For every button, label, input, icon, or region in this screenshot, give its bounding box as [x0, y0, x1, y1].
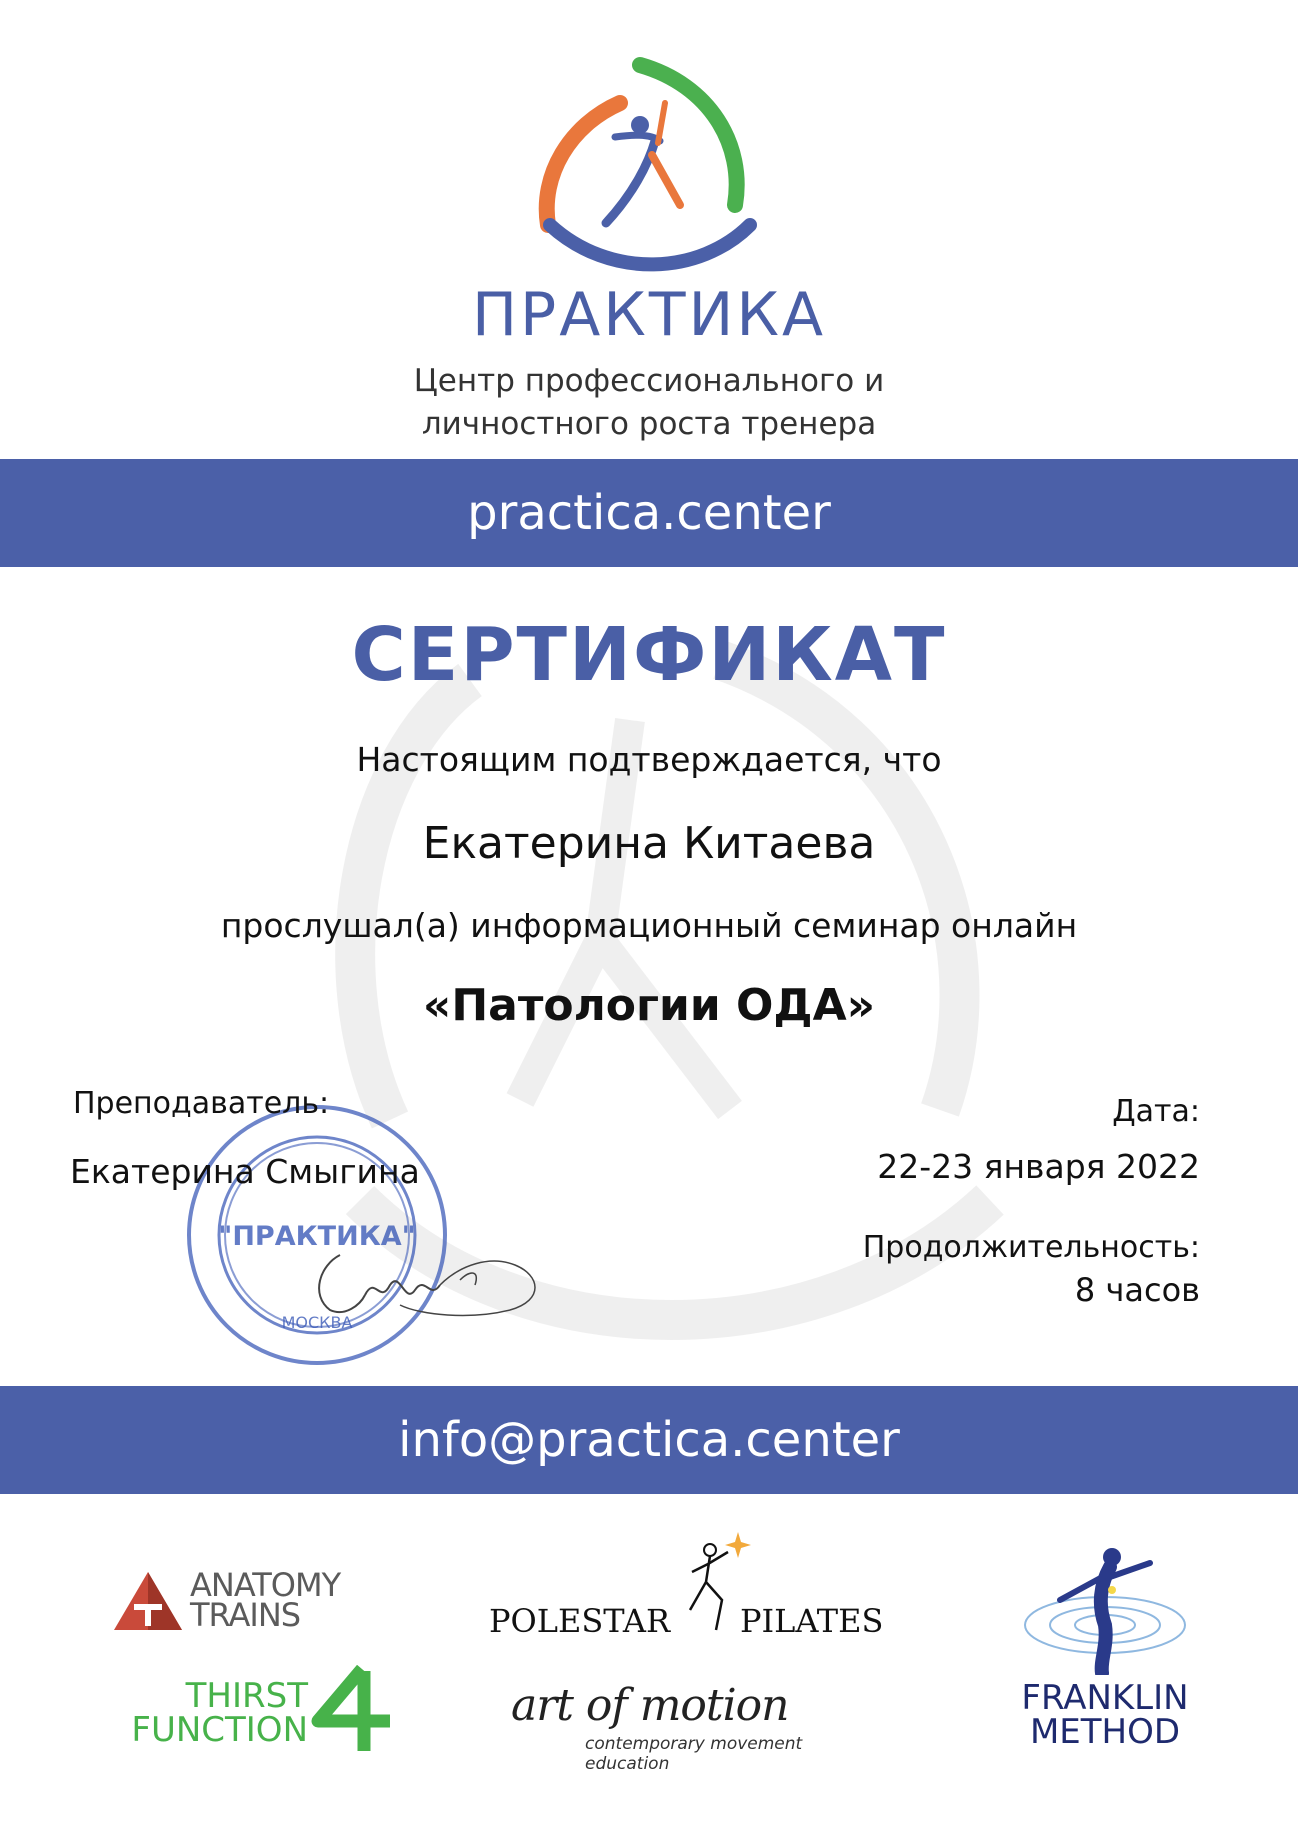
course-name: «Патологии ОДА» [422, 980, 876, 1031]
franklin-line2: METHOD [1029, 1712, 1181, 1752]
thirst-function-text [118, 1676, 308, 1750]
franklin-figure-icon [1020, 1545, 1190, 1675]
teacher-name: Екатерина Смыгина [70, 1152, 420, 1191]
signature [300, 1225, 560, 1325]
email-band [0, 1386, 1298, 1494]
polestar-pilates-logo [485, 1520, 905, 1650]
praktika-logo-icon [520, 55, 780, 280]
franklin-line1: FRANKLIN [1021, 1678, 1189, 1718]
art-of-motion-subtitle: contemporary movement education [585, 1734, 803, 1774]
website-band [0, 459, 1298, 567]
teacher-label: Преподаватель: [73, 1086, 330, 1121]
franklin-method-text [1000, 1678, 1210, 1752]
attended-text: прослушал(а) информационный семинар онлайн [220, 906, 1078, 945]
date-value: 22-23 января 2022 [877, 1147, 1200, 1186]
four-glyph-icon [310, 1665, 396, 1755]
brand-subtitle-line1: Центр профессионального и [413, 363, 885, 399]
duration-label: Продолжительность: [862, 1230, 1200, 1265]
art-of-motion-text: art of motion [511, 1680, 789, 1731]
brand-subtitle [0, 360, 1298, 446]
certificate-title: СЕРТИФИКАТ [351, 612, 947, 698]
art-of-motion-logo [505, 1680, 885, 1774]
brand-name: ПРАКТИКА [471, 280, 827, 350]
date-label: Дата: [1112, 1094, 1200, 1129]
polestar-text: POLESTAR [489, 1602, 671, 1640]
brand-subtitle-line2: личностного роста тренера [421, 406, 877, 442]
anatomy-trains-line2: TRAINS [190, 1596, 301, 1634]
email-text: info@practica.center [398, 1412, 900, 1468]
date-duration-block [680, 1094, 1200, 1309]
website-text: practica.center [467, 485, 831, 541]
stamp-center-text: "ПРАКТИКА" [218, 1221, 416, 1252]
anatomy-trains-text [190, 1566, 341, 1634]
anatomy-trains-logo [112, 1566, 372, 1640]
thirst-line1: THIRST [185, 1676, 308, 1716]
thirst-function-logo [118, 1665, 398, 1755]
franklin-method-logo [1000, 1545, 1210, 1765]
recipient-name: Екатерина Китаева [422, 818, 876, 869]
anatomy-trains-triangle-icon [112, 1570, 184, 1632]
duration-value: 8 часов [1074, 1271, 1200, 1309]
pilates-text: PILATES [740, 1602, 884, 1640]
stamp-city-text: МОСКВА [281, 1313, 353, 1332]
anatomy-trains-line1: ANATOMY [190, 1566, 341, 1604]
thirst-line2: FUNCTION [131, 1710, 308, 1750]
confirm-text: Настоящим подтверждается, что [356, 740, 942, 779]
